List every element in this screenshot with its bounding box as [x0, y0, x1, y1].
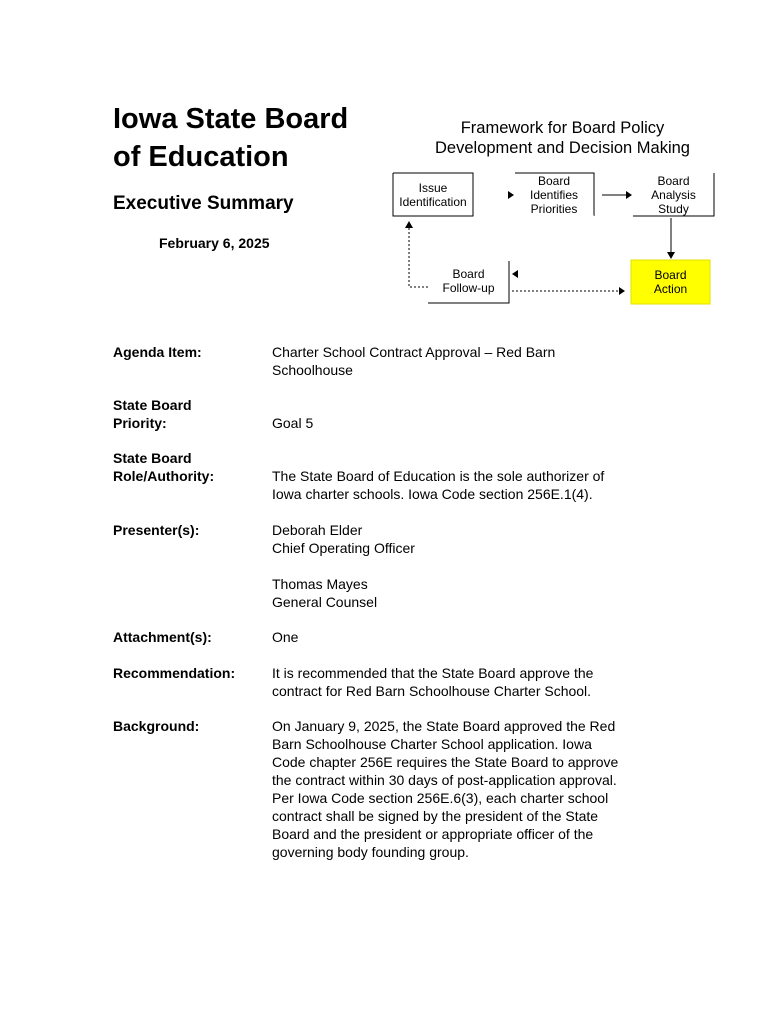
priorities-box-line-2: Identifies: [529, 188, 579, 202]
followup-box: [429, 267, 508, 295]
meeting-date: February 6, 2025: [159, 235, 270, 251]
background-line: Board and the president or appropriate officer of the: [272, 826, 594, 842]
role-value: [272, 467, 652, 503]
presenter-name: Deborah Elder: [272, 522, 363, 538]
recommendation-label: Recommendation:: [113, 665, 236, 681]
background-line: Per Iowa Code section 256E.6(3), each charter school: [272, 790, 609, 806]
priority-label-line: State Board: [113, 397, 192, 413]
issue-box-line-2: Identification: [399, 195, 467, 209]
background-line: Code chapter 256E requires the State Board to approve: [272, 754, 619, 770]
priority-label: [113, 396, 263, 432]
presenter-title: Chief Operating Officer: [272, 540, 415, 556]
title-line-1: Iowa State Board: [113, 103, 349, 135]
document-subtitle: Executive Summary: [113, 193, 294, 214]
arrow-issue-to-priorities: [508, 191, 514, 199]
title-line-2: of Education: [113, 141, 289, 173]
issue-box: [395, 181, 471, 209]
priority-value: Goal 5: [272, 415, 314, 431]
role-value-line: The State Board of Education is the sole authorizer of: [272, 468, 605, 484]
priorities-box-line-3: Priorities: [530, 202, 578, 216]
background-value: [272, 717, 652, 861]
role-label: [113, 449, 263, 485]
arrow-followup-to-issue-head: [405, 221, 413, 228]
recommendation-line: contract for Red Barn Schoolhouse Charter School.: [272, 683, 592, 699]
recommendation-value: [272, 664, 652, 700]
priorities-box-line-1: Board: [537, 174, 571, 188]
analysis-box-line-3: Study: [658, 202, 689, 216]
attachments-label: Attachment(s):: [113, 629, 212, 645]
role-label-line: State Board: [113, 450, 192, 466]
presenter-title: General Counsel: [272, 594, 378, 610]
attachments-value: One: [272, 629, 299, 645]
priority-label-line: Priority:: [113, 415, 167, 431]
priorities-box: [515, 174, 593, 216]
framework-title-line-1: Framework for Board Policy: [460, 119, 665, 137]
agenda-item-value: [272, 343, 652, 379]
background-line: contract shall be signed by the president of the State: [272, 808, 599, 824]
role-value-line: Iowa charter schools. Iowa Code section 256E.1(4).: [272, 486, 593, 502]
agenda-item-line: Schoolhouse: [272, 362, 353, 378]
presenter-name: Thomas Mayes: [272, 576, 368, 592]
followup-box-line-1: Board: [452, 267, 485, 281]
action-box-line-1: Board: [654, 268, 687, 282]
analysis-box: [634, 174, 713, 216]
arrow-followup-to-issue-dashed: [409, 226, 428, 287]
action-box-label: [632, 268, 709, 296]
analysis-box-line-2: Analysis: [651, 188, 696, 202]
recommendation-line: It is recommended that the State Board approve the: [272, 665, 594, 681]
arrow-action-to-followup: [512, 270, 518, 278]
presenters-value: [272, 521, 652, 611]
background-line: Barn Schoolhouse Charter School application. Iowa: [272, 736, 592, 752]
arrow-analysis-to-action: [667, 218, 675, 259]
issue-box-line-1: Issue: [418, 181, 448, 195]
agenda-item-line: Charter School Contract Approval – Red Barn: [272, 344, 556, 360]
background-line: governing body founding group.: [272, 844, 469, 860]
background-label: Background:: [113, 718, 200, 734]
role-label-line: Role/Authority:: [113, 468, 215, 484]
framework-title-line-2: Development and Decision Making: [435, 139, 690, 157]
arrow-priorities-to-analysis: [602, 191, 632, 199]
presenter-spacer: [272, 557, 652, 575]
agenda-item-label: Agenda Item:: [113, 344, 202, 360]
background-line: the contract within 30 days of post-application approval.: [272, 772, 617, 788]
arrow-followup-to-action-dashed: [512, 287, 625, 295]
analysis-box-line-1: Board: [657, 174, 690, 188]
presenters-label: Presenter(s):: [113, 522, 200, 538]
followup-box-line-2: Follow-up: [442, 281, 495, 295]
background-line: On January 9, 2025, the State Board approved the Red: [272, 718, 616, 734]
action-box-line-2: Action: [653, 282, 688, 296]
